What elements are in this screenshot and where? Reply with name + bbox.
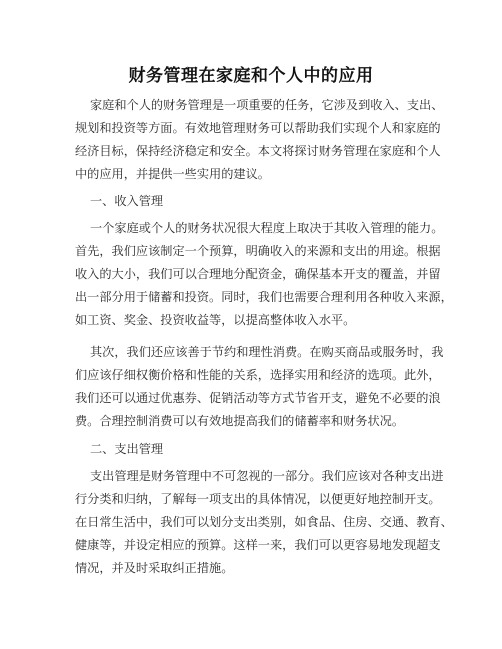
paragraph-line: 中的应用，并提供一些实用的建议。	[75, 167, 270, 181]
page-title: 财务管理在家庭和个人中的应用	[128, 66, 374, 86]
paragraph-line: 如工资、奖金、投资收益等，以提高整体收入水平。	[75, 313, 356, 327]
section-heading: 一、收入管理	[90, 194, 164, 208]
paragraph-line: 情况，并及时采取纠正措施。	[75, 561, 234, 575]
paragraph-line: 支出管理是财务管理中不可忽视的一部分。我们应该对各种支出进	[90, 469, 444, 483]
paragraph-line: 收入的大小，我们可以合理地分配资金，确保基本开支的覆盖，并留	[75, 267, 441, 281]
paragraph-line: 规划和投资等方面。有效地管理财务可以帮助我们实现个人和家庭的	[75, 121, 441, 135]
paragraph-line: 其次，我们还应该善于节约和理性消费。在购买商品或服务时，我	[90, 345, 444, 359]
section-heading: 二、支出管理	[90, 442, 164, 456]
paragraph-line: 经济目标，保持经济稳定和安全。本文将探讨财务管理在家庭和个人	[75, 144, 441, 158]
paragraph-line: 在日常生活中，我们可以划分支出类别，如食品、住房、交通、教育、	[75, 515, 453, 529]
paragraph-line: 费。合理控制消费可以有效地提高我们的储蓄率和财务状况。	[75, 414, 405, 428]
paragraph-line: 健康等，并设定相应的预算。这样一来，我们可以更容易地发现超支	[75, 538, 441, 552]
paragraph-line: 们应该仔细权衡价格和性能的关系，选择实用和经济的选项。此外，	[75, 368, 441, 382]
paragraph-line: 一个家庭或个人的财务状况很大程度上取决于其收入管理的能力。	[90, 221, 444, 235]
paragraph-line: 首先，我们应该制定一个预算，明确收入的来源和支出的用途。根据	[75, 244, 441, 258]
paragraph-line: 我们还可以通过优惠券、促销活动等方式节省开支，避免不必要的浪	[75, 391, 441, 405]
paragraph-line: 家庭和个人的财务管理是一项重要的任务，它涉及到收入、支出、	[90, 98, 444, 112]
paragraph-line: 出一部分用于储蓄和投资。同时，我们也需要合理利用各种收入来源，	[75, 290, 453, 304]
paragraph-line: 行分类和归纳，了解每一项支出的具体情况，以便更好地控制开支。	[75, 492, 441, 506]
